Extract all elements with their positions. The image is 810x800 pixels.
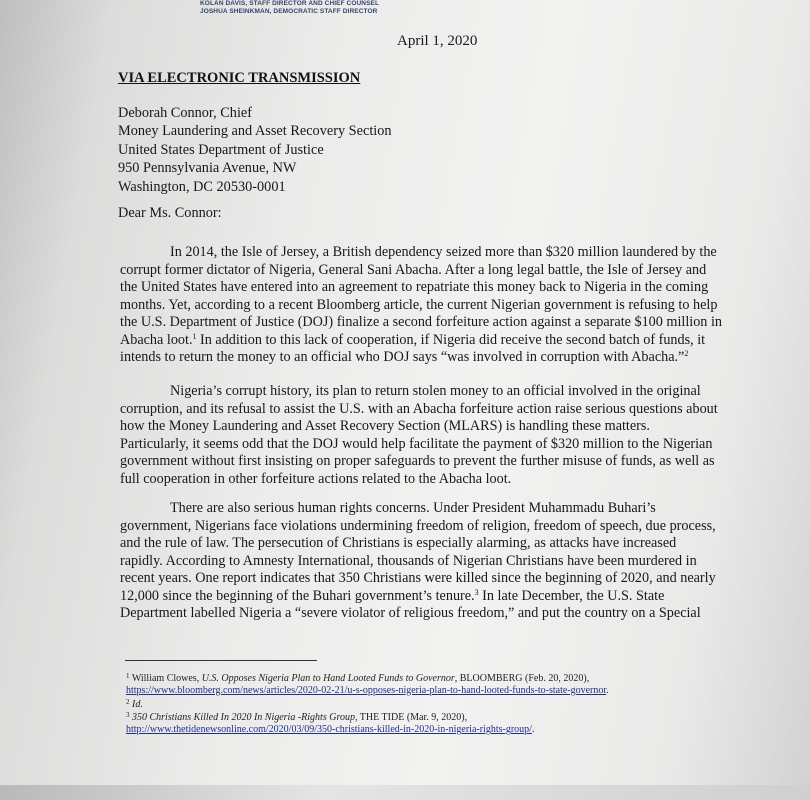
salutation: Dear Ms. Connor:	[118, 205, 222, 221]
body-paragraph-2	[120, 383, 718, 488]
paragraph-line: government without first insisting on proper safeguards to prevent the further misuse of funds, as well as	[120, 453, 715, 469]
body-paragraph-1	[120, 244, 722, 367]
paragraph-line: full cooperation in other forfeiture actions related to the Abacha loot.	[120, 470, 512, 487]
recipient-address	[118, 104, 392, 196]
paragraph-line: and the rule of law. The persecution of Christians is especially alarming, as attacks have increased	[120, 535, 677, 551]
paragraph-line: In 2014, the Isle of Jersey, a British dependency seized more than $320 million laundered by the	[170, 244, 717, 260]
paragraph-line: rapidly. According to Amnesty International, thousands of Nigerian Christians have been murdered in	[120, 552, 697, 569]
letterhead-staff	[200, 0, 379, 16]
footnote-1-url-line: https://www.bloomberg.com/news/articles/2020-02-21/u-s-opposes-nigeria-plan-to-hand-looted-funds-to-state-governor.	[126, 684, 609, 696]
page-edge	[0, 785, 810, 800]
paragraph-line: intends to return the money to an official who DOJ says “was involved in corruption with Abacha.”$^2$	[120, 349, 689, 365]
staff-line: KOLAN DAVIS, STAFF DIRECTOR AND CHIEF COUNSEL	[200, 0, 380, 7]
footnote-3-url-line: http://www.thetidenewsonline.com/2020/03/09/350-christians-killed-in-2020-in-nigeria-rights-group/.	[126, 724, 535, 736]
footnote-mark[interactable]: 2	[684, 349, 689, 358]
recipient-section: Money Laundering and Asset Recovery Section	[118, 123, 392, 140]
paragraph-line: Abacha loot.$^1$ In addition to this lack of cooperation, if Nigeria did receive the second batch of funds, it	[120, 331, 706, 348]
recipient-city: Washington, DC 20530-0001	[118, 178, 286, 195]
body-paragraph-3	[120, 500, 716, 623]
transmission-heading: VIA ELECTRONIC TRANSMISSION	[118, 70, 361, 86]
footnote-divider	[125, 660, 317, 661]
letter-date: April 1, 2020	[397, 33, 478, 49]
paragraph-line: recent years. One report indicates that 350 Christians were killed since the beginning of 2020, and nearly	[120, 570, 716, 586]
paragraph-line: 12,000 since the beginning of the Buhari government’s tenure.$^3$ In late December, the U.S. State	[120, 587, 665, 604]
footnote-1: $^1$ William Clowes, U.S. Opposes Nigeria Plan to Hand Looted Funds to Governor, BLOOMBERG (Feb. 20, 2020),	[126, 672, 590, 684]
footnote-2: $^2$ Id.	[126, 697, 143, 710]
paragraph-line: corrupt former dictator of Nigeria, General Sani Abacha. After a long legal battle, the Isle of Jersey and	[120, 261, 707, 278]
footnotes	[126, 671, 609, 736]
paragraph-line: how the Money Laundering and Asset Recovery Section (MLARS) is handling these matters.	[120, 418, 650, 434]
paragraph-line: Nigeria’s corrupt history, its plan to return stolen money to an official involved in the original	[170, 383, 701, 399]
recipient-name: Deborah Connor, Chief	[118, 105, 253, 121]
paragraph-line: corruption, and its refusal to assist the U.S. with an Abacha forfeiture action raise serious questions about	[120, 400, 718, 417]
recipient-department: United States Department of Justice	[118, 141, 324, 158]
footnote-mark[interactable]: 3	[474, 587, 479, 597]
paragraph-line: the U.S. Department of Justice (DOJ) finalize a second forfeiture action against a separate $100 million in	[120, 314, 722, 330]
footnote-mark[interactable]: 1	[192, 331, 197, 341]
paragraph-line: Department labelled Nigeria a “severe violator of religious freedom,” and put the country on a Special	[120, 605, 701, 621]
footnote-link[interactable]: http://www.thetidenewsonline.com/2020/03/09/350-christians-killed-in-2020-in-nigeria-rights-group/	[126, 724, 532, 736]
paragraph-line: Particularly, it seems odd that the DOJ would help facilitate the payment of $320 million to the Nigerian	[120, 435, 713, 452]
paragraph-line: the United States have entered into an agreement to repatriate this money back to Nigeria in the coming	[120, 279, 709, 295]
recipient-street: 950 Pennsylvania Avenue, NW	[118, 160, 297, 177]
staff-line: JOSHUA SHEINKMAN, DEMOCRATIC STAFF DIRECTOR	[200, 8, 378, 15]
paragraph-line: government, Nigerians face violations undermining freedom of religion, freedom of speech, due process,	[120, 517, 716, 534]
footnote-3: $^3$ 350 Christians Killed In 2020 In Nigeria -Rights Group, THE TIDE (Mar. 9, 2020),	[126, 711, 468, 724]
paragraph-line: There are also serious human rights concerns. Under President Muhammadu Buhari’s	[170, 500, 656, 516]
footnote-link[interactable]: https://www.bloomberg.com/news/articles/2020-02-21/u-s-opposes-nigeria-plan-to-hand-looted-funds-to-state-governor	[126, 684, 607, 696]
paragraph-line: months. Yet, according to a recent Bloomberg article, the current Nigerian government is refusing to help	[120, 296, 718, 313]
